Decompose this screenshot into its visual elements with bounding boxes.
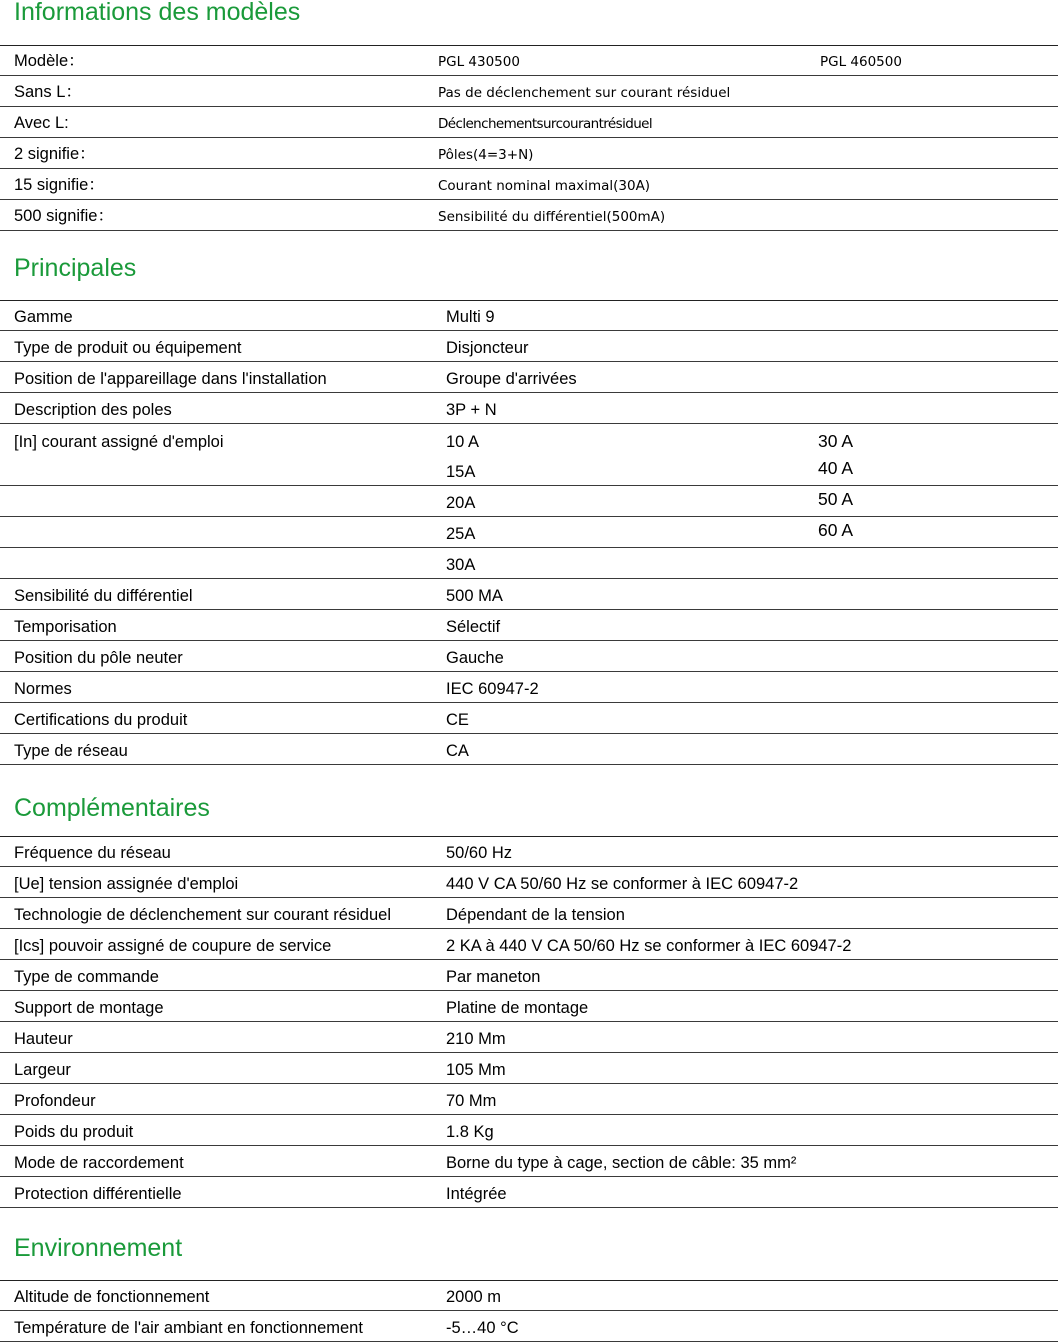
table-row <box>0 867 1058 898</box>
table-row <box>0 579 1058 610</box>
row-value: CA <box>446 741 469 760</box>
table-row <box>0 1053 1058 1084</box>
row-label: Support de montage <box>14 998 164 1017</box>
row-label: Avec L: <box>14 113 69 132</box>
row-value: Platine de montage <box>446 998 589 1017</box>
table-row <box>0 1084 1058 1115</box>
table-row <box>0 45 1058 76</box>
table-row <box>0 76 1058 107</box>
row-value: CE <box>446 710 469 729</box>
row-value-secondary: 50 A <box>818 488 854 509</box>
row-label: 2 signifie： <box>14 144 96 163</box>
row-value-secondary: 60 A <box>818 519 854 540</box>
row-value: Courant nominal maximal(30A) <box>438 177 651 194</box>
row-label: Description des poles <box>14 400 172 419</box>
table-row <box>0 641 1058 672</box>
row-value: Gauche <box>446 648 504 667</box>
row-value: 1.8 Kg <box>446 1122 494 1141</box>
row-label: Sensibilité du différentiel <box>14 586 193 605</box>
row-label: Modèle： <box>14 51 85 70</box>
row-value: IEC 60947-2 <box>446 679 539 698</box>
row-label: Position de l'appareillage dans l'installation <box>14 369 327 388</box>
table-row <box>0 1146 1058 1177</box>
row-value: Intégrée <box>446 1184 507 1203</box>
table-row <box>0 1022 1058 1053</box>
table-row <box>0 991 1058 1022</box>
row-value-secondary: PGL 460500 <box>820 53 902 70</box>
row-value: 500 MA <box>446 586 503 605</box>
table-row <box>0 517 1058 548</box>
row-value: 105 Mm <box>446 1060 506 1079</box>
row-value: 2000 m <box>446 1287 502 1306</box>
table-row <box>0 960 1058 991</box>
table-row <box>0 1115 1058 1146</box>
row-value: 10 A <box>446 432 480 451</box>
table-row <box>0 393 1058 424</box>
table-row <box>0 703 1058 734</box>
row-label: Technologie de déclenchement sur courant résiduel <box>14 905 391 924</box>
row-label: Fréquence du réseau <box>14 843 171 862</box>
complementaires-table <box>0 836 1058 1208</box>
row-value: Groupe d'arrivées <box>446 369 577 388</box>
row-label: Gamme <box>14 307 73 326</box>
section-title-environnement: Environnement <box>14 1234 183 1262</box>
row-label: Hauteur <box>14 1029 73 1048</box>
row-value: Déclenchementsurcourantrésiduel <box>438 115 653 132</box>
table-row <box>0 672 1058 703</box>
models-table <box>0 45 1058 231</box>
row-value: Par maneton <box>446 967 541 986</box>
row-label: Poids du produit <box>14 1122 134 1141</box>
row-label: Position du pôle neuter <box>14 648 183 667</box>
row-value-secondary: 30 A <box>818 430 854 451</box>
table-row <box>0 1280 1058 1311</box>
environnement-table <box>0 1280 1058 1342</box>
table-row <box>0 929 1058 960</box>
row-value: Disjoncteur <box>446 338 529 357</box>
row-value: 30A <box>446 555 476 574</box>
row-label: Largeur <box>14 1060 71 1079</box>
row-value: Sélectif <box>446 617 501 636</box>
row-value: Multi 9 <box>446 307 495 326</box>
row-label: Certifications du produit <box>14 710 188 729</box>
table-row <box>0 548 1058 579</box>
row-label: Profondeur <box>14 1091 96 1110</box>
table-row <box>0 610 1058 641</box>
row-label: Protection différentielle <box>14 1184 182 1203</box>
principales-table <box>0 300 1058 765</box>
row-value-secondary: 40 A <box>818 457 854 478</box>
table-row <box>0 1177 1058 1208</box>
row-value: Sensibilité du différentiel(500mA) <box>438 208 666 225</box>
row-value: Pas de déclenchement sur courant résiduel <box>438 84 731 101</box>
row-label: 500 signifie： <box>14 206 114 225</box>
section-title-models: Informations des modèles <box>14 0 301 26</box>
row-value: 50/60 Hz <box>446 843 513 862</box>
row-value: 210 Mm <box>446 1029 506 1048</box>
row-label: Type de réseau <box>14 741 128 760</box>
row-label: Normes <box>14 679 72 698</box>
table-row <box>0 200 1058 231</box>
row-label: Temporisation <box>14 617 117 636</box>
row-label: Altitude de fonctionnement <box>14 1287 210 1306</box>
table-row <box>0 836 1058 867</box>
table-row <box>0 898 1058 929</box>
row-label: Sans L： <box>14 82 82 101</box>
table-row <box>0 455 1058 486</box>
row-label: Type de produit ou équipement <box>14 338 242 357</box>
row-label: [Ue] tension assignée d'emploi <box>14 874 239 893</box>
table-row <box>0 486 1058 517</box>
section-title-complementaires: Complémentaires <box>14 794 210 822</box>
row-label: [Ics] pouvoir assigné de coupure de service <box>14 936 332 955</box>
table-row <box>0 300 1058 331</box>
table-row <box>0 424 1058 455</box>
row-value: Dépendant de la tension <box>446 905 625 924</box>
row-value: -5…40 °C <box>446 1318 519 1337</box>
row-label: Mode de raccordement <box>14 1153 184 1172</box>
row-value: 2 KA à 440 V CA 50/60 Hz se conformer à IEC 60947-2 <box>446 936 852 955</box>
row-value: Borne du type à cage, section de câble: 35 mm² <box>446 1153 797 1172</box>
row-label: Température de l'air ambiant en fonctionnement <box>14 1318 363 1337</box>
row-value: 20A <box>446 493 476 512</box>
row-value: 3P + N <box>446 400 497 419</box>
table-row <box>0 331 1058 362</box>
table-row <box>0 362 1058 393</box>
table-row <box>0 107 1058 138</box>
table-row <box>0 1311 1058 1342</box>
row-label: [In] courant assigné d'emploi <box>14 432 224 451</box>
row-label: Type de commande <box>14 967 159 986</box>
row-label: 15 signifie： <box>14 175 105 194</box>
row-value: 70 Mm <box>446 1091 497 1110</box>
table-row <box>0 734 1058 765</box>
section-title-principales: Principales <box>14 254 137 282</box>
row-value: 440 V CA 50/60 Hz se conformer à IEC 60947-2 <box>446 874 799 893</box>
row-value: PGL 430500 <box>438 53 520 70</box>
row-value: 25A <box>446 524 476 543</box>
row-value: Pôles(4=3+N) <box>438 146 534 163</box>
table-row <box>0 138 1058 169</box>
row-value: 15A <box>446 462 476 481</box>
table-row <box>0 169 1058 200</box>
